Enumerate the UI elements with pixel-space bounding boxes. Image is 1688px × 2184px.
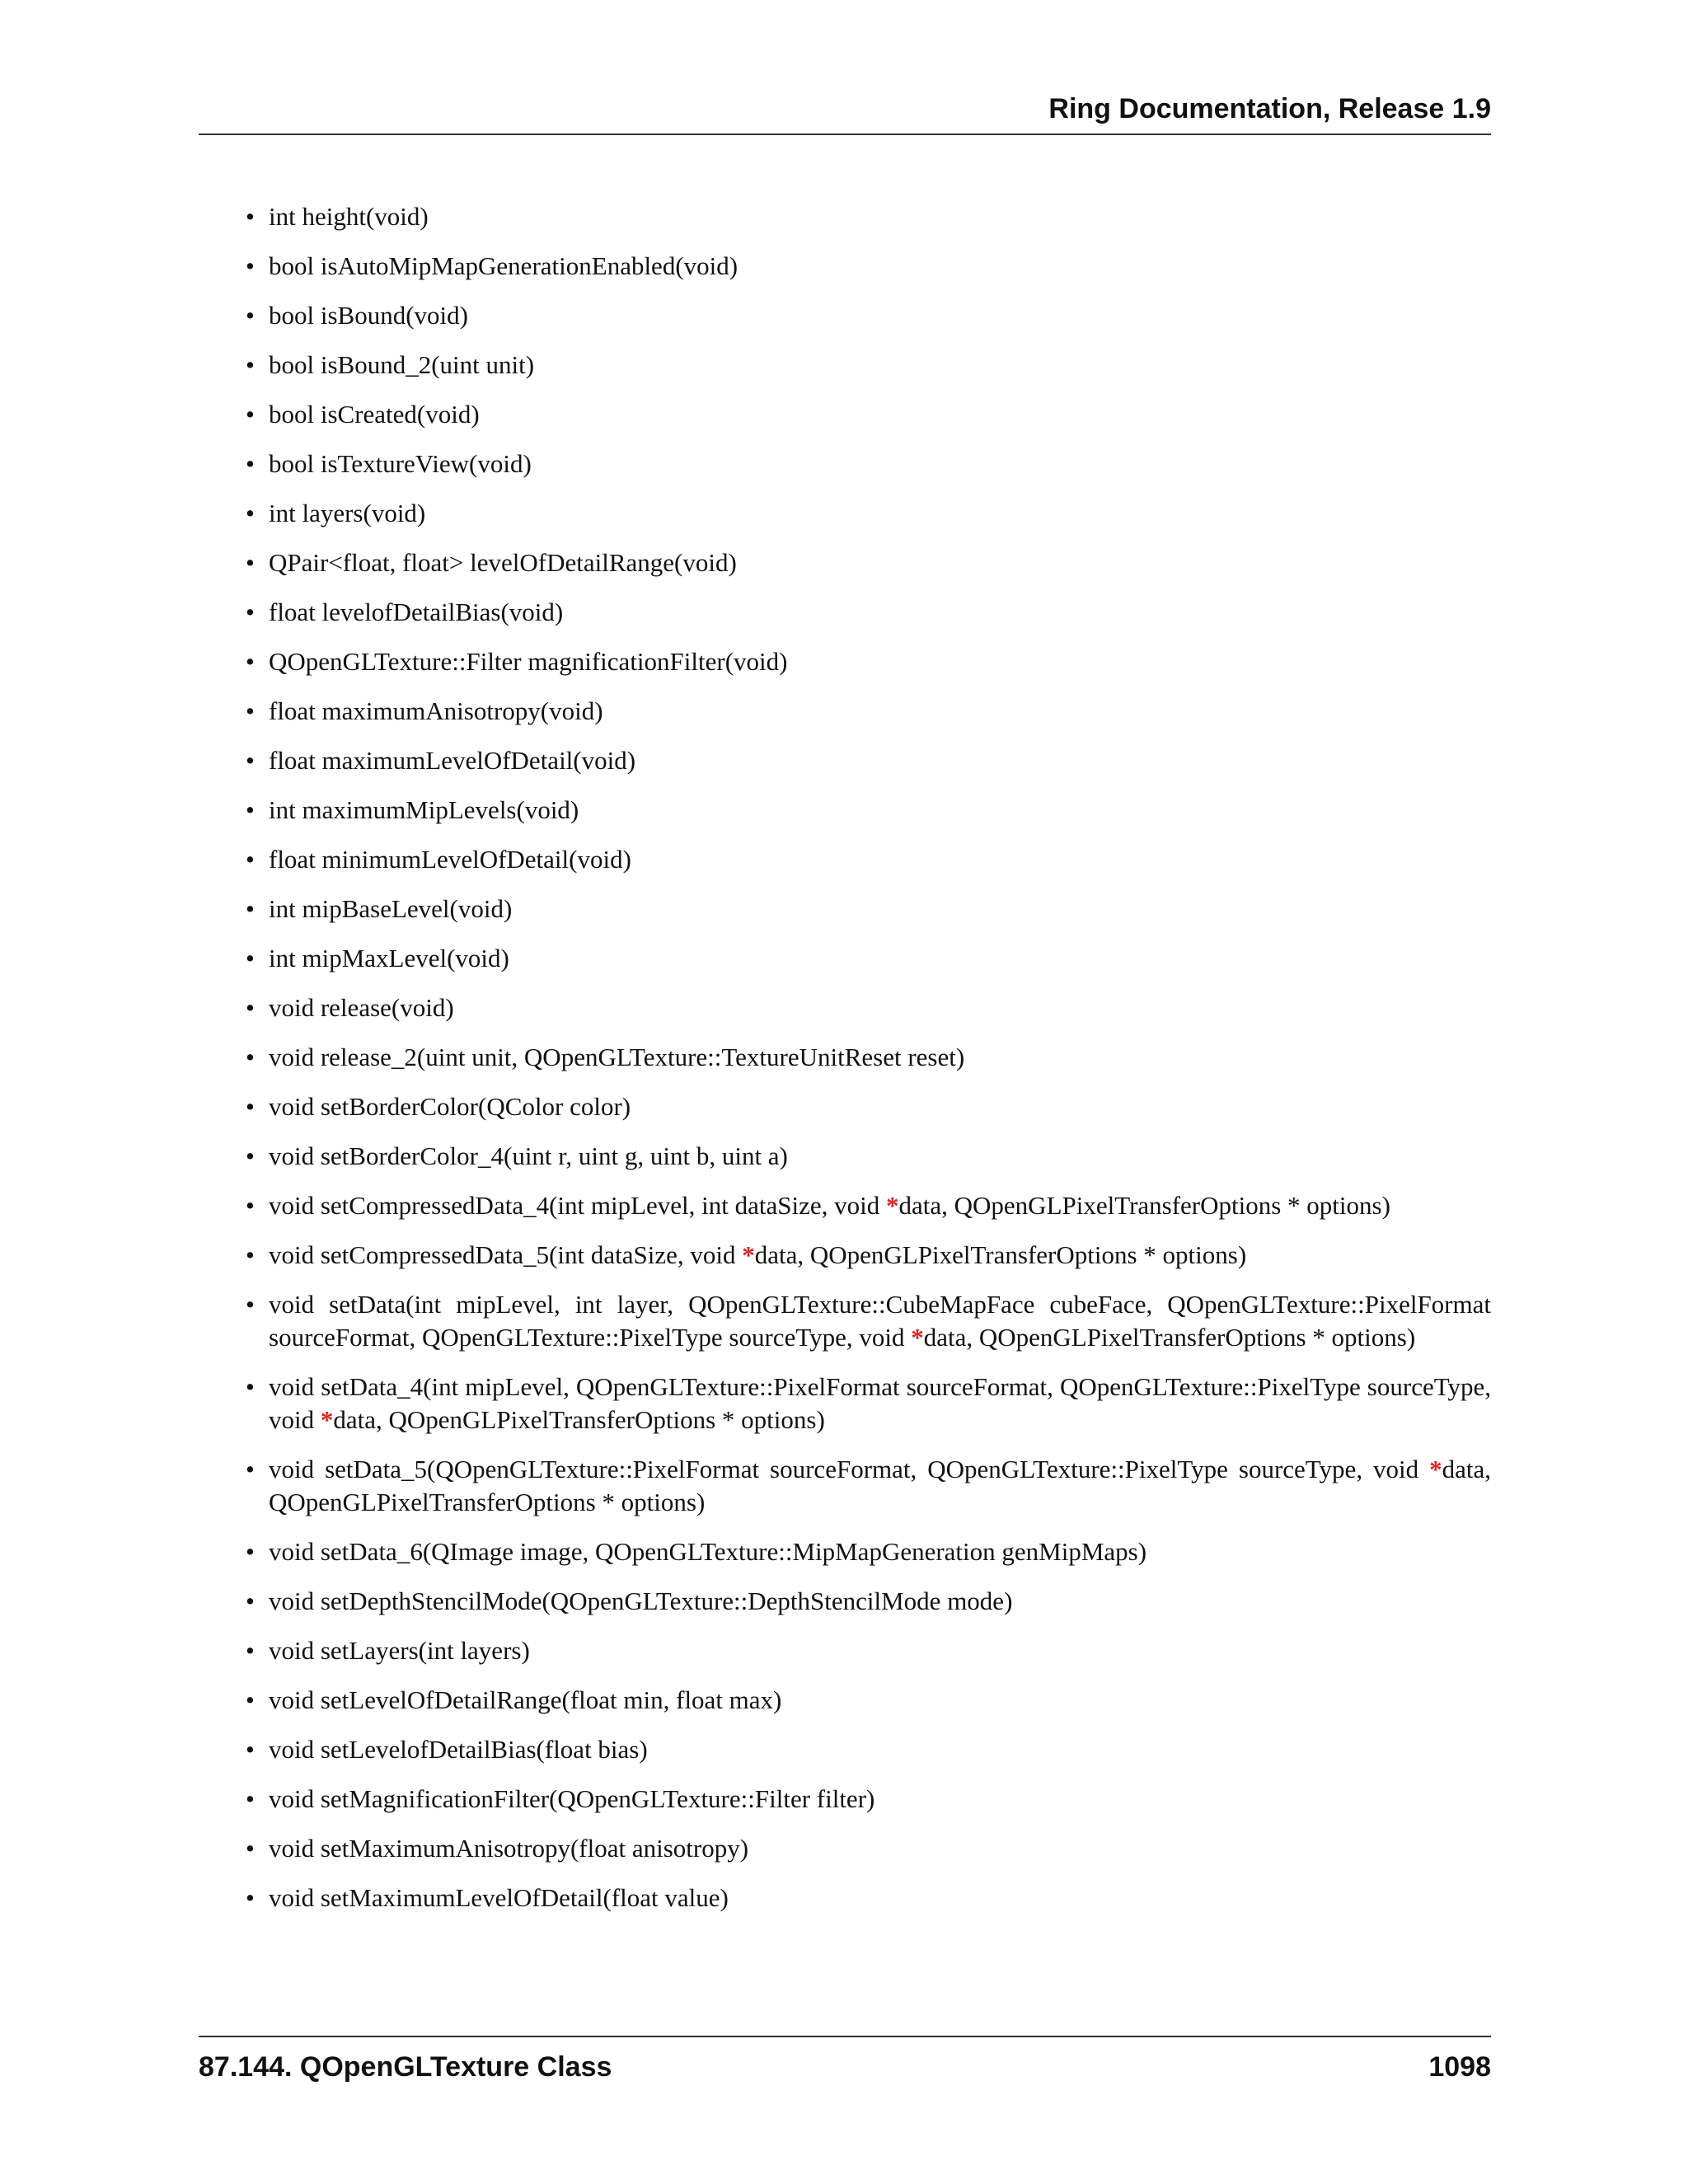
method-signature-start: void setData_4(int mipLevel, QOpenGLTexture::PixelFormat sourceFormat, QOpenGLTexture::PixelType sourceType, void	[269, 1372, 1491, 1434]
method-list-item	[246, 398, 1491, 431]
bullet-icon: •	[246, 1455, 255, 1483]
method-signature-end: data, QOpenGLPixelTransferOptions * options)	[333, 1405, 825, 1434]
method-list-item	[246, 893, 1491, 926]
section-title: 87.144. QOpenGLTexture Class	[199, 2051, 612, 2083]
method-signature: float maximumAnisotropy(void)	[269, 696, 603, 725]
bullet-icon: •	[246, 1092, 255, 1121]
method-list-item	[246, 1684, 1491, 1717]
method-list-item	[246, 991, 1491, 1024]
bullet-icon: •	[246, 202, 255, 231]
bullet-icon: •	[246, 251, 255, 280]
method-signature-start: void setData_5(QOpenGLTexture::PixelFormat sourceFormat, QOpenGLTexture::PixelType sourceType, void	[269, 1455, 1430, 1483]
method-list-item	[246, 349, 1491, 382]
bullet-icon: •	[246, 993, 255, 1022]
method-list-item	[246, 546, 1491, 579]
method-signature: void setBorderColor_4(uint r, uint g, uint b, uint a)	[269, 1141, 788, 1170]
main-content	[246, 200, 1491, 1931]
method-signature: void setLevelofDetailBias(float bias)	[269, 1735, 648, 1764]
method-signature: void setMagnificationFilter(QOpenGLTexture::Filter filter)	[269, 1784, 875, 1813]
pointer-star: *	[911, 1323, 924, 1352]
method-signature: bool isBound_2(uint unit)	[269, 350, 535, 379]
method-signature-start: void setCompressedData_5(int dataSize, void	[269, 1240, 743, 1269]
method-signature: float levelofDetailBias(void)	[269, 598, 564, 626]
bullet-icon: •	[246, 696, 255, 725]
bullet-icon: •	[246, 746, 255, 775]
method-signature: QOpenGLTexture::Filter magnificationFilter(void)	[269, 647, 788, 676]
method-list-item	[246, 1041, 1491, 1074]
page-footer	[199, 2036, 1491, 2087]
method-list-item	[246, 1832, 1491, 1865]
bullet-icon: •	[246, 449, 255, 478]
method-signature-start: void setData(int mipLevel, int layer, QOpenGLTexture::CubeMapFace cubeFace, QOpenGLTexture::PixelFormat sourceFormat, QOpenGLTexture::PixelType sourceType, void	[269, 1290, 1491, 1352]
method-signature: QPair<float, float> levelOfDetailRange(void)	[269, 548, 737, 577]
document-title: Ring Documentation, Release 1.9	[1048, 93, 1491, 124]
method-list-item	[246, 843, 1491, 876]
method-signature: void release(void)	[269, 993, 454, 1022]
method-signature: int mipMaxLevel(void)	[269, 944, 509, 972]
method-signature: void setMaximumAnisotropy(float anisotropy)	[269, 1834, 749, 1863]
method-list-item	[246, 695, 1491, 728]
method-list-item	[246, 1288, 1491, 1354]
method-signature: void setLayers(int layers)	[269, 1636, 530, 1665]
bullet-icon: •	[246, 1240, 255, 1269]
method-list-item	[246, 596, 1491, 629]
method-list-item	[246, 1535, 1491, 1568]
bullet-icon: •	[246, 400, 255, 429]
method-signature: int height(void)	[269, 202, 429, 231]
method-list-item	[246, 448, 1491, 480]
method-list-item	[246, 1585, 1491, 1618]
bullet-icon: •	[246, 350, 255, 379]
method-list-item	[246, 645, 1491, 678]
bullet-icon: •	[246, 1537, 255, 1566]
bullet-icon: •	[246, 795, 255, 824]
method-signature-end: data, QOpenGLPixelTransferOptions * options)	[269, 1455, 1491, 1516]
method-signature: void setMaximumLevelOfDetail(float value)	[269, 1883, 729, 1912]
bullet-icon: •	[246, 301, 255, 330]
method-signature: void setBorderColor(QColor color)	[269, 1092, 631, 1121]
bullet-icon: •	[246, 1586, 255, 1615]
bullet-icon: •	[246, 598, 255, 626]
method-signature: void setDepthStencilMode(QOpenGLTexture::DepthStencilMode mode)	[269, 1586, 1013, 1615]
method-list	[246, 200, 1491, 1915]
method-list-item	[246, 1090, 1491, 1123]
method-signature-end: data, QOpenGLPixelTransferOptions * options)	[898, 1191, 1390, 1220]
bullet-icon: •	[246, 1636, 255, 1665]
pointer-star: *	[742, 1240, 755, 1269]
method-signature: void release_2(uint unit, QOpenGLTexture::TextureUnitReset reset)	[269, 1043, 965, 1071]
pointer-star: *	[320, 1405, 334, 1434]
method-signature: float maximumLevelOfDetail(void)	[269, 746, 636, 775]
method-list-item	[246, 1140, 1491, 1173]
bullet-icon: •	[246, 944, 255, 972]
bullet-icon: •	[246, 845, 255, 874]
method-signature: bool isBound(void)	[269, 301, 468, 330]
method-list-item	[246, 1634, 1491, 1667]
method-signature: int layers(void)	[269, 499, 426, 527]
method-list-item	[246, 942, 1491, 975]
bullet-icon: •	[246, 1191, 255, 1220]
bullet-icon: •	[246, 548, 255, 577]
page-header	[199, 92, 1491, 135]
pointer-star: *	[886, 1191, 899, 1220]
bullet-icon: •	[246, 1043, 255, 1071]
method-list-item	[246, 497, 1491, 530]
method-list-item	[246, 1371, 1491, 1436]
bullet-icon: •	[246, 1834, 255, 1863]
bullet-icon: •	[246, 1372, 255, 1401]
bullet-icon: •	[246, 1883, 255, 1912]
bullet-icon: •	[246, 894, 255, 923]
method-list-item	[246, 1239, 1491, 1272]
method-list-item	[246, 1733, 1491, 1766]
method-list-item	[246, 200, 1491, 233]
method-list-item	[246, 1189, 1491, 1222]
method-list-item	[246, 1783, 1491, 1816]
method-list-item	[246, 1882, 1491, 1915]
method-signature-start: void setCompressedData_4(int mipLevel, int dataSize, void	[269, 1191, 887, 1220]
page-number: 1098	[1428, 2051, 1491, 2083]
method-signature: bool isCreated(void)	[269, 400, 480, 429]
bullet-icon: •	[246, 1735, 255, 1764]
method-list-item	[246, 250, 1491, 283]
method-signature: bool isTextureView(void)	[269, 449, 532, 478]
method-signature: void setData_6(QImage image, QOpenGLTexture::MipMapGeneration genMipMaps)	[269, 1537, 1147, 1566]
method-signature-end: data, QOpenGLPixelTransferOptions * options)	[923, 1323, 1416, 1352]
bullet-icon: •	[246, 1290, 255, 1319]
method-list-item	[246, 1453, 1491, 1519]
method-signature: void setLevelOfDetailRange(float min, float max)	[269, 1685, 782, 1714]
method-signature: bool isAutoMipMapGenerationEnabled(void)	[269, 251, 738, 280]
method-signature-end: data, QOpenGLPixelTransferOptions * options)	[754, 1240, 1247, 1269]
bullet-icon: •	[246, 1784, 255, 1813]
bullet-icon: •	[246, 1141, 255, 1170]
method-list-item	[246, 794, 1491, 827]
method-signature: int maximumMipLevels(void)	[269, 795, 579, 824]
method-list-item	[246, 299, 1491, 332]
bullet-icon: •	[246, 1685, 255, 1714]
method-list-item	[246, 744, 1491, 777]
bullet-icon: •	[246, 499, 255, 527]
method-signature: int mipBaseLevel(void)	[269, 894, 513, 923]
bullet-icon: •	[246, 647, 255, 676]
pointer-star: *	[1429, 1455, 1442, 1483]
method-signature: float minimumLevelOfDetail(void)	[269, 845, 631, 874]
